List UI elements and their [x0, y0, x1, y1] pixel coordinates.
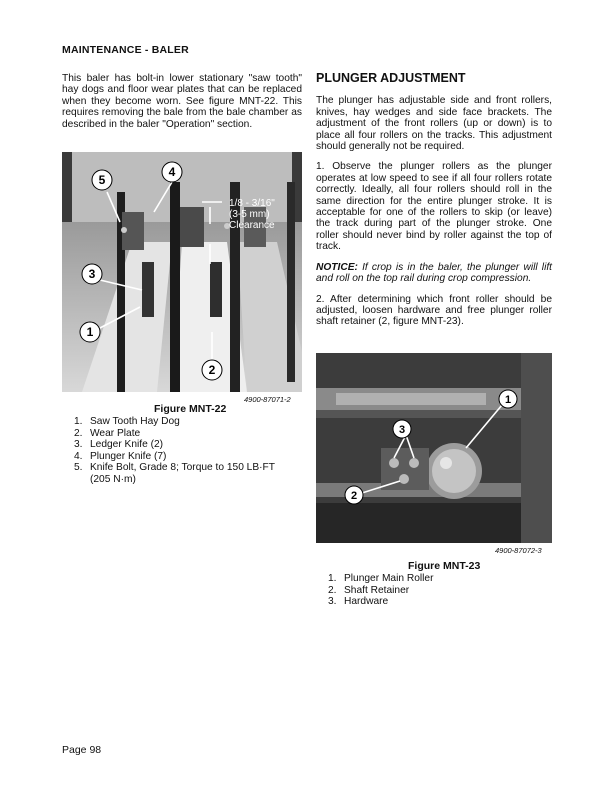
figure-mnt-22-legend: [74, 416, 294, 486]
fig1-callout-3: 3: [88, 267, 96, 281]
legend-item: 3. Hardware: [328, 596, 389, 608]
figure-mnt-22-credit: 4900-87071-2: [244, 395, 291, 404]
section-heading: PLUNGER ADJUSTMENT: [316, 71, 466, 85]
intro-text: This baler has bolt-in lower stationary "saw tooth" hay dogs and floor wear plates that can be replaced when they become worn. See figure MNT-22. This requires removing the bale from the bale chamber as described in the baler "Operation" section.: [62, 73, 302, 130]
notice-text: If crop is in the baler, the plunger will lift and roll on the top rail during crop compression.: [316, 261, 552, 285]
figure-mnt-23-illustration: [316, 353, 552, 543]
figure-mnt-22-photo: [62, 152, 302, 392]
figure-mnt-22-illustration: [62, 152, 302, 392]
section-step-1: 1. Observe the plunger rollers as the plunger operates at low speed to see if all four rollers rotate correctly. Ideally, all four rollers should roll in the same direction for the entire plunger stroke. It is acceptable for one of the rollers to skip (or leave) the track during part of the plunger stroke. One roller should never bind by roller against the top of track.: [316, 161, 552, 253]
plunger-adjustment-section: [316, 73, 552, 337]
fig2-callout-3: 3: [398, 424, 406, 436]
clearance-line-2: (3-5 mm): [229, 209, 270, 220]
legend-item: 4. Plunger Knife (7): [74, 450, 167, 462]
legend-item: 1. Saw Tooth Hay Dog: [74, 416, 180, 427]
clearance-line-1: 1/8 - 3/16": [229, 198, 275, 209]
figure-mnt-23-credit: 4900-87072-3: [495, 546, 542, 555]
fig2-callout-2: 2: [350, 490, 358, 502]
notice-label: NOTICE:: [316, 261, 358, 273]
fig2-callout-1: 1: [504, 394, 512, 406]
legend-item: 3. Ledger Knife (2): [74, 439, 164, 451]
fig1-callout-2: 2: [208, 363, 216, 377]
clearance-line-3: Clearance: [229, 220, 275, 231]
running-header: MAINTENANCE - BALER: [62, 44, 189, 56]
intro-paragraph: [62, 73, 302, 130]
legend-item: 2. Wear Plate: [74, 427, 141, 439]
legend-item: 2. Shaft Retainer: [328, 584, 410, 596]
fig1-callout-5: 5: [98, 173, 106, 187]
legend-item: (205 N·m): [90, 473, 136, 485]
figure-mnt-23-title: Figure MNT-23: [408, 560, 481, 572]
notice: [316, 262, 552, 285]
section-paragraph-1: The plunger has adjustable side and front rollers, knives, hay wedges and side face brackets. The adjustment of the front rollers (up or down) is to place all four rollers on the tracks. This adjustment should generally not be required.: [316, 95, 552, 153]
figure-mnt-22-title: Figure MNT-22: [154, 403, 227, 415]
figure-mnt-23-photo: [316, 353, 552, 543]
legend-item: 5. Knife Bolt, Grade 8; Torque to 150 LB·FT: [74, 462, 275, 474]
section-step-2: 2. After determining which front roller should be adjusted, loosen hardware and free plunger roller shaft retainer (2, figure MNT-23).: [316, 293, 552, 328]
figure-mnt-23-legend: [328, 573, 528, 608]
legend-item: 1. Plunger Main Roller: [328, 573, 434, 584]
page-number: Page 98: [62, 744, 102, 756]
fig1-callout-1: 1: [86, 325, 94, 339]
fig1-callout-4: 4: [168, 165, 176, 179]
